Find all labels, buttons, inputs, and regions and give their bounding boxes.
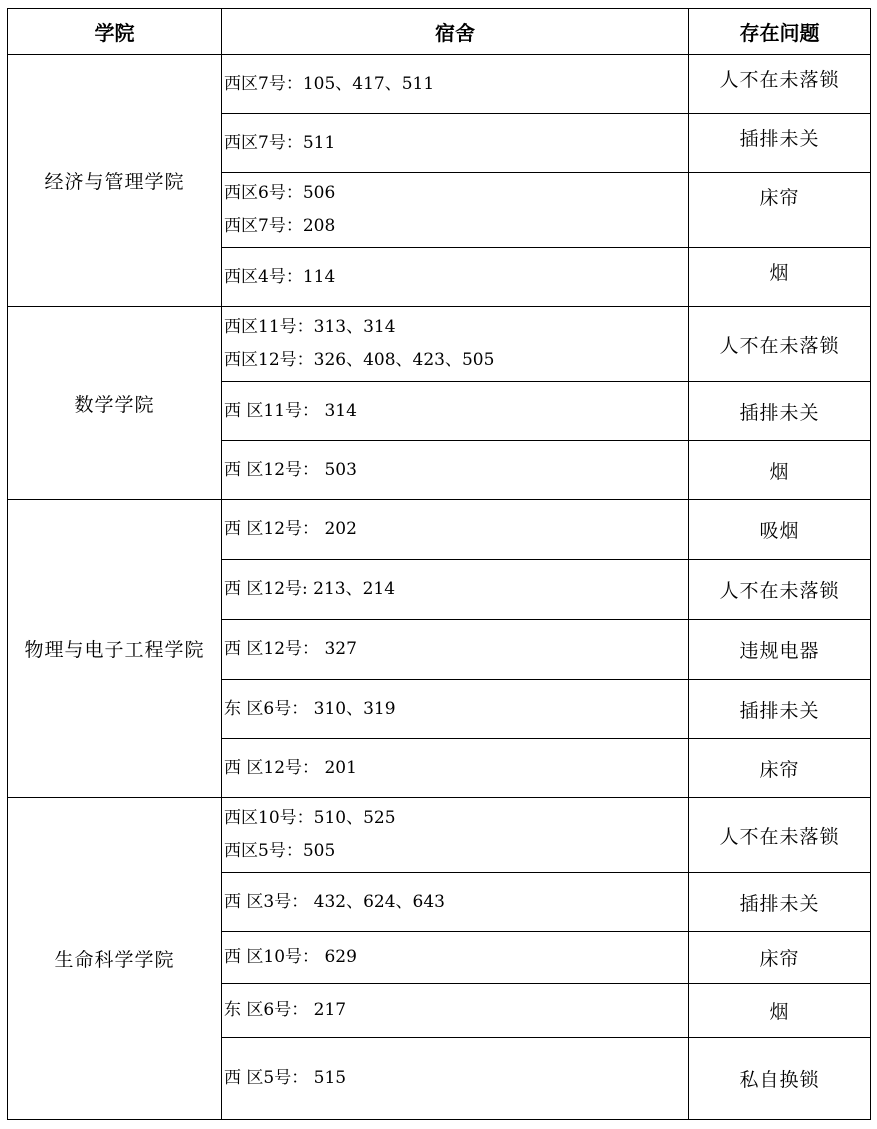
dorm-line: 西 区5号： 515 xyxy=(224,1068,347,1088)
dorm-cell xyxy=(222,307,689,382)
issue-cell: 烟 xyxy=(689,441,871,500)
college-cell: 生命科学学院 xyxy=(8,798,222,1120)
issue-cell: 插排未关 xyxy=(689,680,871,739)
table-row xyxy=(8,798,871,873)
dorm-cell xyxy=(222,382,689,441)
dorm-cell xyxy=(222,114,689,173)
dorm-cell xyxy=(222,873,689,932)
dorm-cell xyxy=(222,680,689,739)
issue-cell: 吸烟 xyxy=(689,500,871,560)
issue-cell: 插排未关 xyxy=(689,873,871,932)
header-row xyxy=(8,9,871,55)
table-row xyxy=(8,307,871,382)
dorm-line: 西 区12号： 327 xyxy=(224,639,357,659)
dorm-line: 西 区10号： 629 xyxy=(224,947,357,967)
issue-cell: 人不在未落锁 xyxy=(689,307,871,382)
dorm-line: 西 区12号: 213、214 xyxy=(224,579,396,599)
issue-cell: 插排未关 xyxy=(689,382,871,441)
dorm-cell xyxy=(222,798,689,873)
dorm-line: 西 区3号： 432、624、643 xyxy=(224,891,445,912)
dorm-line: 西 区12号： 202 xyxy=(224,519,357,539)
dorm-line: 西区12号：326、408、423、505 xyxy=(224,350,495,370)
dorm-line: 西区7号：511 xyxy=(224,132,336,153)
college-cell: 经济与管理学院 xyxy=(8,55,222,307)
issue-cell: 床帘 xyxy=(689,739,871,798)
dorm-cell xyxy=(222,500,689,560)
issue-cell: 人不在未落锁 xyxy=(689,55,871,114)
dorm-line: 西区11号：313、314 xyxy=(224,317,396,337)
issue-cell: 烟 xyxy=(689,248,871,307)
inspection-table xyxy=(7,8,871,1120)
dorm-line: 西 区11号： 314 xyxy=(224,400,357,421)
dorm-line: 西区5号：505 xyxy=(224,841,336,861)
dorm-cell xyxy=(222,248,689,307)
dorm-cell xyxy=(222,560,689,620)
issue-cell: 床帘 xyxy=(689,173,871,248)
header-dorm: 宿舍 xyxy=(222,9,689,55)
dorm-line: 西区7号：105、417、511 xyxy=(224,73,435,94)
issue-cell: 床帘 xyxy=(689,932,871,984)
dorm-line: 东 区6号： 217 xyxy=(224,1000,347,1020)
issue-cell: 人不在未落锁 xyxy=(689,798,871,873)
table-row xyxy=(8,55,871,114)
issue-cell: 人不在未落锁 xyxy=(689,560,871,620)
dorm-cell xyxy=(222,441,689,500)
dorm-cell xyxy=(222,1038,689,1120)
dorm-cell xyxy=(222,984,689,1038)
dorm-cell xyxy=(222,620,689,680)
dorm-line: 西区4号：114 xyxy=(224,266,336,287)
dorm-line: 西区7号：208 xyxy=(224,216,336,236)
header-college: 学院 xyxy=(8,9,222,55)
college-cell: 数学学院 xyxy=(8,307,222,500)
dorm-cell xyxy=(222,932,689,984)
dorm-cell xyxy=(222,739,689,798)
dorm-cell xyxy=(222,173,689,248)
college-cell: 物理与电子工程学院 xyxy=(8,500,222,798)
issue-cell: 违规电器 xyxy=(689,620,871,680)
issue-cell: 私自换锁 xyxy=(689,1038,871,1120)
dorm-line: 西区10号：510、525 xyxy=(224,808,396,828)
header-issue: 存在问题 xyxy=(689,9,871,55)
dorm-cell xyxy=(222,55,689,114)
issue-cell: 插排未关 xyxy=(689,114,871,173)
dorm-line: 西 区12号： 201 xyxy=(224,757,357,778)
table-row xyxy=(8,500,871,560)
dorm-line: 西区6号：506 xyxy=(224,183,336,203)
dorm-line: 东 区6号： 310、319 xyxy=(224,698,396,719)
dorm-line: 西 区12号： 503 xyxy=(224,459,357,480)
issue-cell: 烟 xyxy=(689,984,871,1038)
